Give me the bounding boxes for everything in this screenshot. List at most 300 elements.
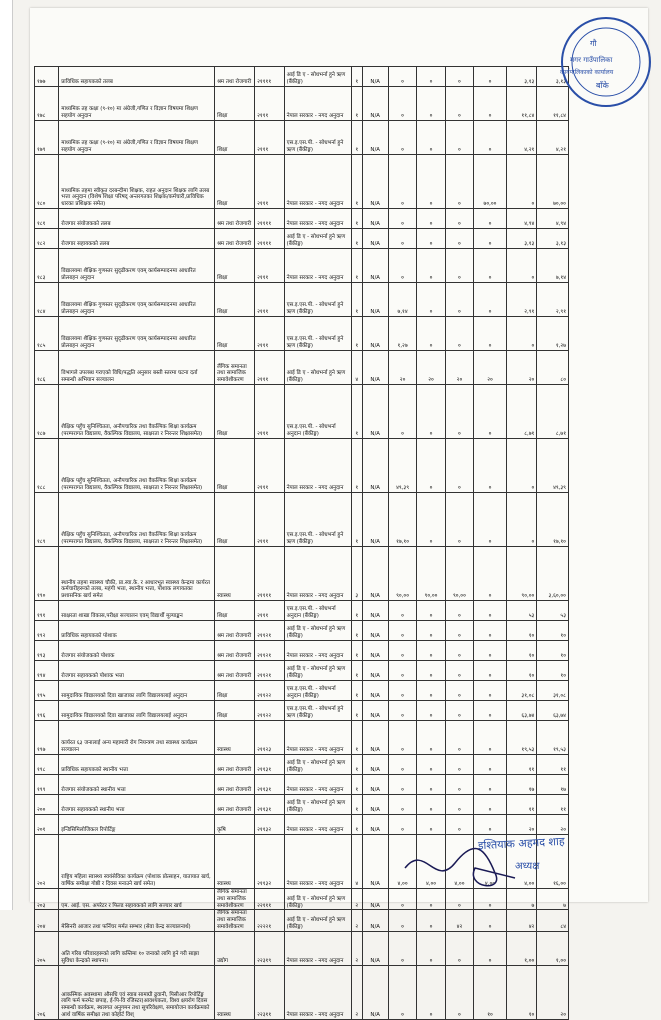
- serial-no-cell: १८६: [35, 351, 59, 385]
- unit-cell: N/A: [362, 721, 388, 755]
- total-amount-cell: १९,५३: [537, 721, 569, 755]
- amount-q1-cell: ०: [388, 155, 416, 209]
- serial-no-cell: १७८: [35, 87, 59, 121]
- unit-cell: N/A: [362, 910, 388, 931]
- expense-category-cell: शिक्षा: [215, 155, 255, 209]
- table-row: [35, 439, 569, 493]
- amount-q2-cell: ०: [417, 601, 445, 621]
- budget-code-cell: २२३१९: [255, 931, 284, 965]
- amount-q4-cell: ०: [474, 775, 507, 795]
- amount-q3-cell: ०: [445, 931, 473, 965]
- unit-cell: N/A: [362, 641, 388, 661]
- funding-source-cell: नेपाल सरकार - नगद अनुदान: [284, 249, 351, 283]
- amount-q4-cell: ०: [474, 493, 507, 547]
- expense-category-cell: शिक्षा: [215, 439, 255, 493]
- description-cell: प्राविधिक सहायकको स्थानीय भत्ता: [59, 755, 215, 775]
- table-row: [35, 317, 569, 351]
- total-amount-cell: ८,७१: [537, 385, 569, 439]
- funding-source-cell: आई डि ए - सोधभर्ना हुने ऋण (बैंकीङ्ग): [284, 67, 351, 87]
- amount-extra-cell: ४,००: [506, 835, 537, 889]
- serial-no-cell: १९४: [35, 661, 59, 681]
- quarter-count-cell: १: [352, 87, 363, 121]
- expense-category-cell: शिक्षा: [215, 681, 255, 701]
- quarter-count-cell: १: [352, 67, 363, 87]
- funding-source-cell: आई डि ए - सोधभर्ना हुने ऋण (बैंकीङ्ग): [284, 889, 351, 910]
- serial-no-cell: १८५: [35, 317, 59, 351]
- amount-extra-cell: ०: [506, 439, 537, 493]
- total-amount-cell: २०: [537, 815, 569, 835]
- quarter-count-cell: १: [352, 229, 363, 249]
- table-row: [35, 661, 569, 681]
- funding-source-cell: एस.इ.एस.पी. - सोधभर्ना अनुदान (बैंकीङ्ग): [284, 681, 351, 701]
- amount-q1-cell: ९०,००: [388, 547, 416, 601]
- quarter-count-cell: १: [352, 601, 363, 621]
- amount-extra-cell: ४,२१: [506, 121, 537, 155]
- serial-no-cell: २०२: [35, 835, 59, 889]
- budget-code-cell: २११११: [255, 209, 284, 229]
- amount-extra-cell: ११: [506, 795, 537, 815]
- amount-q4-cell: ०: [474, 385, 507, 439]
- amount-q3-cell: ९०,००: [445, 547, 473, 601]
- serial-no-cell: १८०: [35, 155, 59, 209]
- funding-source-cell: नेपाल सरकार - नगद अनुदान: [284, 965, 351, 1019]
- funding-source-cell: एस.इ.एस.पी. - सोधभर्ना हुने ऋण (बैंकीङ्ग): [284, 493, 351, 547]
- expense-category-cell: शिक्षा: [215, 493, 255, 547]
- amount-q2-cell: ०: [417, 889, 445, 910]
- amount-q4-cell: ०: [474, 87, 507, 121]
- table-row: [35, 351, 569, 385]
- budget-code-cell: २२२२१: [255, 910, 284, 931]
- funding-source-cell: आई डि ए - सोधभर्ना हुने ऋण (बैंकीङ्ग): [284, 621, 351, 641]
- quarter-count-cell: १: [352, 681, 363, 701]
- description-cell: माध्यमिक तह कक्षा (९-१०) मा अंग्रेजी,गणित र विज्ञान विषयमा शिक्षण सहयोग अनुदान: [59, 87, 215, 121]
- description-cell: आकस्मिक अवस्थामा औसधि एवं स्वाब सामाग्री ढुवानी, पिसीआर रिपोर्टिङ्ग लागि फर्म फरमेट छपाइ, ई-पि-वि रजिस्टर(आवश्यकता, विश्व क्षयरोग दिवस सम्बन्धी कार्यक्रम, स्थलगत अनुगमन तथा सुपरिवेक्षण, समायोजन कार्यक्रमको आर्थ वार्षिक समीक्षा तथा कोहोर्ट विश्: [59, 965, 215, 1019]
- amount-q4-cell: ७०,००: [474, 155, 507, 209]
- description-cell: अति गरिब परिवारहरूको लागि कम्तिमा १० जनाको लागि हुने गरी साझा सुविधा केन्द्रको स्थापना।: [59, 931, 215, 965]
- amount-extra-cell: १७: [506, 775, 537, 795]
- amount-q2-cell: ०: [417, 229, 445, 249]
- amount-q4-cell: ०: [474, 755, 507, 775]
- serial-no-cell: १९१: [35, 601, 59, 621]
- amount-q2-cell: २०: [417, 351, 445, 385]
- amount-q2-cell: ०: [417, 67, 445, 87]
- expense-category-cell: स्वास्थ्य: [215, 835, 255, 889]
- serial-no-cell: १८८: [35, 439, 59, 493]
- quarter-count-cell: १: [352, 621, 363, 641]
- description-cell: रोजगार सहायकको तलब: [59, 229, 215, 249]
- amount-q2-cell: ०: [417, 965, 445, 1019]
- budget-code-cell: २१११: [255, 385, 284, 439]
- table-row: [35, 795, 569, 815]
- amount-q1-cell: ७,१४: [388, 283, 416, 317]
- table-row: [35, 249, 569, 283]
- quarter-count-cell: ४: [352, 351, 363, 385]
- amount-extra-cell: ६३,७४: [506, 701, 537, 721]
- budget-code-cell: २२१११: [255, 889, 284, 910]
- amount-q3-cell: ०: [445, 317, 473, 351]
- amount-q4-cell: १०: [474, 965, 507, 1019]
- amount-q3-cell: ०: [445, 621, 473, 641]
- amount-q3-cell: ०: [445, 661, 473, 681]
- amount-q3-cell: ०: [445, 815, 473, 835]
- amount-q2-cell: ०: [417, 385, 445, 439]
- amount-q4-cell: ०: [474, 209, 507, 229]
- funding-source-cell: नेपाल सरकार - नगद अनुदान: [284, 775, 351, 795]
- description-cell: शैक्षिक पहुँच सुनिश्चितता, अनौपचारिक तथा वैकल्पिक शिक्षा कार्यक्रम (परम्परागत विद्यालय, वैकल्पिक विद्यालय, साक्षरता र निरन्तर शिक्षासमेत): [59, 385, 215, 439]
- amount-q1-cell: ०: [388, 121, 416, 155]
- funding-source-cell: नेपाल सरकार - नगद अनुदान: [284, 209, 351, 229]
- quarter-count-cell: १: [352, 439, 363, 493]
- amount-q3-cell: ०: [445, 721, 473, 755]
- amount-q2-cell: ०: [417, 439, 445, 493]
- amount-q2-cell: ०: [417, 249, 445, 283]
- total-amount-cell: ३,६०,००: [537, 547, 569, 601]
- description-cell: सामुदायिक विद्यालयको दिवा खाजाका लागि विद्यालयलाई अनुदान: [59, 681, 215, 701]
- amount-extra-cell: ११,८४: [506, 87, 537, 121]
- description-cell: एम. आई. एस. अपरेटर र फिल्ड सहायकको लागि सञ्चार खर्च: [59, 889, 215, 910]
- quarter-count-cell: २: [352, 910, 363, 931]
- serial-no-cell: १८३: [35, 249, 59, 283]
- amount-q1-cell: १७,१०: [388, 493, 416, 547]
- amount-q3-cell: ४२: [445, 910, 473, 931]
- table-row: [35, 721, 569, 755]
- amount-q3-cell: ०: [445, 155, 473, 209]
- funding-source-cell: एस.इ.एस.पी. - सोधभर्ना हुने ऋण (बैंकीङ्ग): [284, 317, 351, 351]
- amount-q1-cell: ०: [388, 67, 416, 87]
- amount-q4-cell: ०: [474, 815, 507, 835]
- serial-no-cell: १७७: [35, 67, 59, 87]
- amount-q4-cell: ०: [474, 661, 507, 681]
- total-amount-cell: ३,१३: [537, 67, 569, 87]
- expense-category-cell: श्रम तथा रोजगारी: [215, 209, 255, 229]
- table-row: [35, 621, 569, 641]
- amount-extra-cell: ८,७१: [506, 385, 537, 439]
- amount-q1-cell: ०: [388, 621, 416, 641]
- description-cell: मेसिनरी आजार तथा फर्निचर मर्मत सम्भार (सेवा केन्द्र सञ्चालनार्थ): [59, 910, 215, 931]
- description-cell: विद्यालयमा शैक्षिक गुणस्तर सुदृढीकरण एवम् कार्यसम्पादनमा आधारित प्रोत्साहन अनुदान: [59, 249, 215, 283]
- description-cell: सामुदायिक विद्यालयको दिवा खाजाका लागि विद्यालयलाई अनुदान: [59, 701, 215, 721]
- unit-cell: N/A: [362, 601, 388, 621]
- amount-q3-cell: ०: [445, 775, 473, 795]
- amount-extra-cell: २,९१: [506, 283, 537, 317]
- table-row: [35, 775, 569, 795]
- serial-no-cell: १९७: [35, 721, 59, 755]
- table-row: [35, 601, 569, 621]
- description-cell: विद्यालयमा शैक्षिक गुणस्तर सुदृढीकरण एवम् कार्यसम्पादनमा आधारित प्रोत्साहन अनुदान: [59, 283, 215, 317]
- budget-code-cell: २११११: [255, 67, 284, 87]
- amount-q3-cell: ०: [445, 87, 473, 121]
- amount-q3-cell: ४,००: [445, 835, 473, 889]
- quarter-count-cell: १: [352, 121, 363, 155]
- amount-q2-cell: ०: [417, 910, 445, 931]
- total-amount-cell: ४,९४: [537, 209, 569, 229]
- expense-category-cell: शिक्षा: [215, 601, 255, 621]
- amount-q4-cell: ०: [474, 121, 507, 155]
- amount-q1-cell: ०: [388, 721, 416, 755]
- budget-code-cell: २१११: [255, 283, 284, 317]
- serial-no-cell: २०४: [35, 910, 59, 931]
- budget-code-cell: २१११: [255, 121, 284, 155]
- expense-category-cell: श्रम तथा रोजगारी: [215, 795, 255, 815]
- expense-category-cell: स्वास्थ्य: [215, 721, 255, 755]
- amount-q1-cell: ०: [388, 910, 416, 931]
- quarter-count-cell: १: [352, 795, 363, 815]
- budget-code-cell: २११३१: [255, 755, 284, 775]
- table-row: [35, 701, 569, 721]
- unit-cell: N/A: [362, 67, 388, 87]
- quarter-count-cell: १: [352, 721, 363, 755]
- signatory-title: अध्यक्ष: [515, 861, 540, 872]
- amount-extra-cell: १९,५३: [506, 721, 537, 755]
- total-amount-cell: १,२७: [537, 317, 569, 351]
- amount-q3-cell: ०: [445, 439, 473, 493]
- amount-q4-cell: ०: [474, 889, 507, 910]
- amount-q1-cell: ०: [388, 87, 416, 121]
- expense-category-cell: श्रम तथा रोजगारी: [215, 661, 255, 681]
- total-amount-cell: २०: [537, 965, 569, 1019]
- quarter-count-cell: १: [352, 385, 363, 439]
- total-amount-cell: ६३,७४: [537, 701, 569, 721]
- total-amount-cell: ४९,३९: [537, 439, 569, 493]
- quarter-count-cell: २: [352, 965, 363, 1019]
- table-row: [35, 67, 569, 87]
- expense-category-cell: शिक्षा: [215, 317, 255, 351]
- serial-no-cell: १९९: [35, 775, 59, 795]
- funding-source-cell: आई डि ए - सोधभर्ना हुने ऋण (बैंकीङ्ग): [284, 910, 351, 931]
- funding-source-cell: नेपाल सरकार - नगद अनुदान: [284, 641, 351, 661]
- amount-q3-cell: ०: [445, 493, 473, 547]
- total-amount-cell: ११: [537, 755, 569, 775]
- amount-q2-cell: ०: [417, 681, 445, 701]
- quarter-count-cell: १: [352, 775, 363, 795]
- table-row: [35, 755, 569, 775]
- total-amount-cell: ७: [537, 889, 569, 910]
- total-amount-cell: १०: [537, 621, 569, 641]
- budget-code-cell: २१११: [255, 317, 284, 351]
- signatory-name: इश्तियाक अहमद शाह: [477, 834, 565, 853]
- total-amount-cell: २,९१: [537, 283, 569, 317]
- description-cell: रोजगार सहायकको पोशाक भत्ता: [59, 661, 215, 681]
- total-amount-cell: ११: [537, 795, 569, 815]
- unit-cell: N/A: [362, 931, 388, 965]
- expense-category-cell: कृषि: [215, 815, 255, 835]
- stamp-text-1: गौ: [590, 39, 597, 48]
- amount-q2-cell: ०: [417, 641, 445, 661]
- funding-source-cell: नेपाल सरकार - नगद अनुदान: [284, 547, 351, 601]
- serial-no-cell: १८४: [35, 283, 59, 317]
- amount-extra-cell: ५३: [506, 601, 537, 621]
- description-cell: राष्ट्रिय महिला स्वास्थ्य स्वयंसेविका कार्यक्रम (पोशाक प्रोत्साहन, यातायात खर्च, वार्षिक समीक्षा गोष्ठी र दिवस मनाउने खर्च समेत): [59, 835, 215, 889]
- amount-q2-cell: ०: [417, 815, 445, 835]
- budget-code-cell: २११२१: [255, 661, 284, 681]
- budget-code-cell: २१११: [255, 87, 284, 121]
- amount-q1-cell: ०: [388, 815, 416, 835]
- budget-code-cell: २१११: [255, 601, 284, 621]
- amount-q1-cell: ०: [388, 775, 416, 795]
- expense-category-cell: स्वास्थ्य: [215, 547, 255, 601]
- binding-edge: [0, 0, 13, 910]
- expense-category-cell: श्रम तथा रोजगारी: [215, 229, 255, 249]
- amount-extra-cell: २०: [506, 815, 537, 835]
- quarter-count-cell: १: [352, 701, 363, 721]
- amount-q3-cell: ०: [445, 681, 473, 701]
- funding-source-cell: नेपाल सरकार - नगद अनुदान: [284, 721, 351, 755]
- quarter-count-cell: १: [352, 755, 363, 775]
- serial-no-cell: १९३: [35, 641, 59, 661]
- table-row: [35, 87, 569, 121]
- total-amount-cell: १७,१०: [537, 493, 569, 547]
- description-cell: इन्डिसिमिलोजिकल रिपोर्टिङ्ग: [59, 815, 215, 835]
- amount-q4-cell: ०: [474, 67, 507, 87]
- unit-cell: N/A: [362, 775, 388, 795]
- amount-extra-cell: ४,९४: [506, 209, 537, 229]
- description-cell: साक्षरता शाखा विकास,परीक्षा सञ्चालन एवम् विद्यार्थी मूल्याङ्कन: [59, 601, 215, 621]
- quarter-count-cell: १: [352, 249, 363, 283]
- amount-q2-cell: ९०,००: [417, 547, 445, 601]
- quarter-count-cell: ३: [352, 547, 363, 601]
- total-amount-cell: ३१,०८: [537, 681, 569, 701]
- expense-category-cell: लैंगिक समानता तथा सामाजिक समावेशीकरण: [215, 889, 255, 910]
- serial-no-cell: २०१: [35, 815, 59, 835]
- funding-source-cell: नेपाल सरकार - नगद अनुदान: [284, 87, 351, 121]
- unit-cell: N/A: [362, 155, 388, 209]
- serial-no-cell: १९०: [35, 547, 59, 601]
- amount-q3-cell: ०: [445, 795, 473, 815]
- serial-no-cell: २००: [35, 795, 59, 815]
- table-row: [35, 229, 569, 249]
- amount-q4-cell: ०: [474, 641, 507, 661]
- amount-q2-cell: ०: [417, 775, 445, 795]
- amount-q3-cell: ०: [445, 889, 473, 910]
- amount-extra-cell: ४२: [506, 910, 537, 931]
- funding-source-cell: एस.इ.एस.पी. - सोधभर्ना हुने ऋण (बैंकीङ्ग): [284, 121, 351, 155]
- amount-extra-cell: ९०,००: [506, 547, 537, 601]
- amount-q1-cell: ०: [388, 681, 416, 701]
- budget-code-cell: २११३१: [255, 775, 284, 795]
- amount-q2-cell: ०: [417, 661, 445, 681]
- serial-no-cell: १९६: [35, 701, 59, 721]
- amount-q4-cell: ०: [474, 249, 507, 283]
- unit-cell: N/A: [362, 229, 388, 249]
- budget-code-cell: २११२१: [255, 621, 284, 641]
- serial-no-cell: १९५: [35, 681, 59, 701]
- amount-q3-cell: ०: [445, 701, 473, 721]
- total-amount-cell: ११,८४: [537, 87, 569, 121]
- budget-code-cell: २११२१: [255, 641, 284, 661]
- amount-q1-cell: ०: [388, 229, 416, 249]
- unit-cell: N/A: [362, 661, 388, 681]
- budget-code-cell: २११३२: [255, 815, 284, 835]
- amount-q1-cell: ४९,३९: [388, 439, 416, 493]
- amount-q3-cell: ०: [445, 601, 473, 621]
- quarter-count-cell: १: [352, 815, 363, 835]
- table-row: [35, 815, 569, 835]
- description-cell: रोजगार संयोजकको तलब: [59, 209, 215, 229]
- quarter-count-cell: १: [352, 209, 363, 229]
- unit-cell: N/A: [362, 681, 388, 701]
- expense-category-cell: शिक्षा: [215, 283, 255, 317]
- budget-code-cell: २११२२: [255, 681, 284, 701]
- serial-no-cell: १८२: [35, 229, 59, 249]
- amount-q3-cell: ०: [445, 249, 473, 283]
- amount-q3-cell: २०: [445, 351, 473, 385]
- expense-category-cell: शिक्षा: [215, 121, 255, 155]
- table-row: [35, 121, 569, 155]
- amount-extra-cell: ०: [506, 155, 537, 209]
- unit-cell: N/A: [362, 439, 388, 493]
- funding-source-cell: नेपाल सरकार - नगद अनुदान: [284, 815, 351, 835]
- total-amount-cell: १०: [537, 641, 569, 661]
- unit-cell: N/A: [362, 547, 388, 601]
- description-cell: माध्यमिक तह कक्षा (९-१०) मा अंग्रेजी,गणित र विज्ञान विषयमा शिक्षण सहयोग अनुदान: [59, 121, 215, 155]
- funding-source-cell: नेपाल सरकार - नगद अनुदान: [284, 439, 351, 493]
- amount-q3-cell: ०: [445, 283, 473, 317]
- description-cell: रोजगार सहायकको स्थानीय भत्ता: [59, 795, 215, 815]
- table-row: [35, 910, 569, 931]
- unit-cell: N/A: [362, 121, 388, 155]
- total-amount-cell: १६,००: [537, 835, 569, 889]
- unit-cell: N/A: [362, 701, 388, 721]
- budget-code-cell: २११११: [255, 229, 284, 249]
- amount-q2-cell: ०: [417, 795, 445, 815]
- funding-source-cell: आई डि ए - सोधभर्ना हुने ऋण (बैंकीङ्ग): [284, 351, 351, 385]
- funding-source-cell: एस.इ.एस.पी. - सोधभर्ना अनुदान (बैंकीङ्ग): [284, 385, 351, 439]
- amount-q2-cell: ०: [417, 931, 445, 965]
- funding-source-cell: एस.इ.एस.पी. - सोधभर्ना हुने ऋण (बैंकीङ्ग): [284, 283, 351, 317]
- amount-extra-cell: ०: [506, 249, 537, 283]
- amount-q4-cell: ०: [474, 931, 507, 965]
- budget-code-cell: २१११: [255, 155, 284, 209]
- expense-category-cell: शिक्षा: [215, 385, 255, 439]
- amount-extra-cell: ३,१३: [506, 229, 537, 249]
- serial-no-cell: १९८: [35, 755, 59, 775]
- amount-q4-cell: २०: [474, 351, 507, 385]
- amount-q1-cell: ०: [388, 755, 416, 775]
- amount-q2-cell: ०: [417, 317, 445, 351]
- amount-extra-cell: ११: [506, 755, 537, 775]
- serial-no-cell: १७९: [35, 121, 59, 155]
- budget-code-cell: २१११: [255, 249, 284, 283]
- amount-extra-cell: ०: [506, 493, 537, 547]
- table-row: [35, 641, 569, 661]
- unit-cell: N/A: [362, 209, 388, 229]
- total-amount-cell: १,००: [537, 931, 569, 965]
- serial-no-cell: १८७: [35, 385, 59, 439]
- total-amount-cell: १७: [537, 775, 569, 795]
- stamp-text-2: मगर गाउँपालिका: [570, 56, 613, 64]
- unit-cell: N/A: [362, 621, 388, 641]
- funding-source-cell: नेपाल सरकार - नगद अनुदान: [284, 931, 351, 965]
- amount-q2-cell: ०: [417, 701, 445, 721]
- amount-q2-cell: ०: [417, 209, 445, 229]
- description-cell: रोजगार संयोजकको पोशाक: [59, 641, 215, 661]
- description-cell: शैक्षिक पहुँच सुनिश्चितता, अनौपचारिक तथा वैकल्पिक शिक्षा कार्यक्रम (परम्परागत विद्यालय, वैकल्पिक विद्यालय, साक्षरता र निरन्तर शिक्षासमेत): [59, 493, 215, 547]
- amount-q4-cell: ०: [474, 701, 507, 721]
- amount-q4-cell: ०: [474, 317, 507, 351]
- funding-source-cell: एस.इ.एस.पी. - सोधभर्ना अनुदान (बैंकीङ्ग): [284, 601, 351, 621]
- table-row: [35, 965, 569, 1019]
- amount-q3-cell: ०: [445, 229, 473, 249]
- amount-extra-cell: ७: [506, 889, 537, 910]
- serial-no-cell: २०५: [35, 931, 59, 965]
- amount-q2-cell: ०: [417, 283, 445, 317]
- funding-source-cell: आई डि ए - सोधभर्ना हुने ऋण (बैंकीङ्ग): [284, 755, 351, 775]
- amount-q4-cell: ०: [474, 439, 507, 493]
- serial-no-cell: १८९: [35, 493, 59, 547]
- amount-q4-cell: ०: [474, 229, 507, 249]
- amount-q2-cell: ०: [417, 721, 445, 755]
- amount-q3-cell: ०: [445, 641, 473, 661]
